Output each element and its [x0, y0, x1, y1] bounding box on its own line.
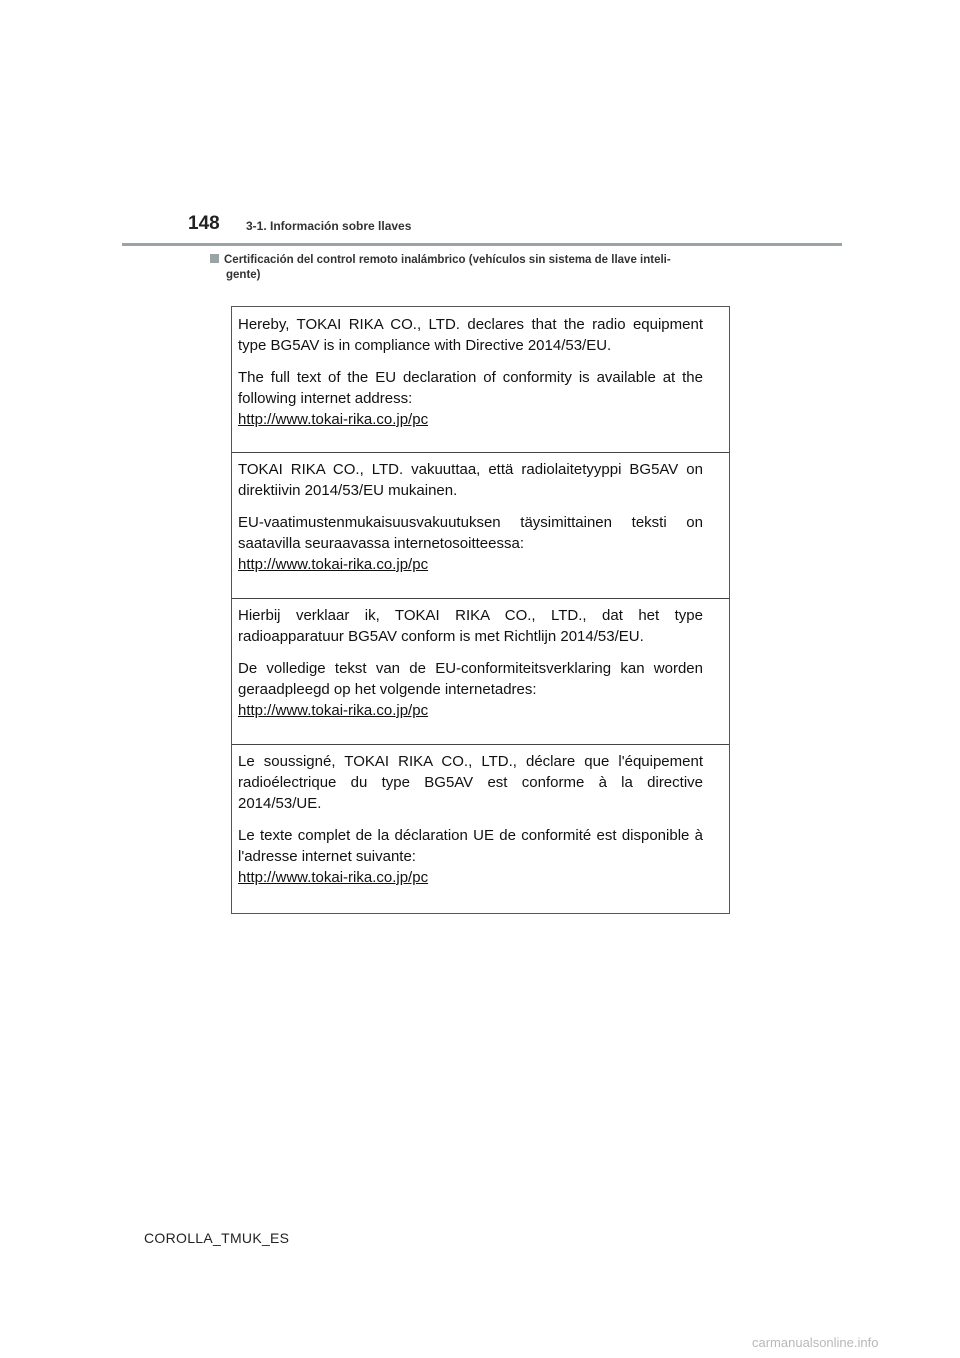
declaration-availability: EU-vaatimustenmukaisuusvakuutuksen täysimittainen teksti on saatavilla seuraavassa internetosoitteessa: http://www.tokai-rika.co.jp/pc — [238, 514, 703, 573]
declaration-link[interactable]: http://www.tokai-rika.co.jp/pc — [238, 869, 429, 886]
declaration-dutch — [232, 598, 729, 721]
declaration-link[interactable]: http://www.tokai-rika.co.jp/pc — [238, 556, 429, 573]
declaration-statement: Hereby, TOKAI RIKA CO., LTD. declares that the radio equipment type BG5AV is in compliance with Directive 2014/53/EU. — [238, 316, 703, 354]
declaration-link[interactable]: http://www.tokai-rika.co.jp/pc — [238, 411, 429, 428]
subheading — [210, 253, 730, 283]
declaration-link[interactable]: http://www.tokai-rika.co.jp/pc — [238, 702, 429, 719]
header-rule — [122, 243, 842, 246]
square-bullet-icon — [210, 254, 219, 263]
declaration-availability: The full text of the EU declaration of conformity is available at the following internet address: http://www.tokai-rika.co.jp/pc — [238, 369, 703, 428]
page-number: 148 — [188, 213, 220, 234]
subheading-line-1: Certificación del control remoto inalámbrico (vehículos sin sistema de llave inteli- — [224, 254, 671, 266]
declaration-statement: Le soussigné, TOKAI RIKA CO., LTD., déclare que l'équipement radioélectrique du type BG5AV est conforme à la directive 2014/53/UE. — [238, 753, 703, 812]
footer-doc-code: COROLLA_TMUK_ES — [144, 1230, 290, 1246]
watermark: carmanualsonline.info — [752, 1335, 879, 1350]
declaration-box — [231, 306, 730, 914]
declaration-availability: Le texte complet de la déclaration UE de conformité est disponible à l'adresse internet suivante: http://www.tokai-rika.co.jp/pc — [238, 827, 703, 886]
declaration-statement: Hierbij verklaar ik, TOKAI RIKA CO., LTD., dat het type radioapparatuur BG5AV conform is met Richtlijn 2014/53/EU. — [238, 607, 703, 645]
subheading-line-2: gente) — [226, 269, 261, 281]
declaration-english — [232, 307, 729, 430]
declaration-finnish — [232, 452, 729, 575]
declaration-availability: De volledige tekst van de EU-conformiteitsverklaring kan worden geraadpleegd op het volgende internetadres: http://www.tokai-rika.co.jp/pc — [238, 660, 703, 719]
declaration-french — [232, 744, 729, 888]
section-title: 3-1. Información sobre llaves — [246, 219, 412, 233]
declaration-statement: TOKAI RIKA CO., LTD. vakuuttaa, että radiolaitetyyppi BG5AV on direktiivin 2014/53/EU mukainen. — [238, 461, 703, 499]
